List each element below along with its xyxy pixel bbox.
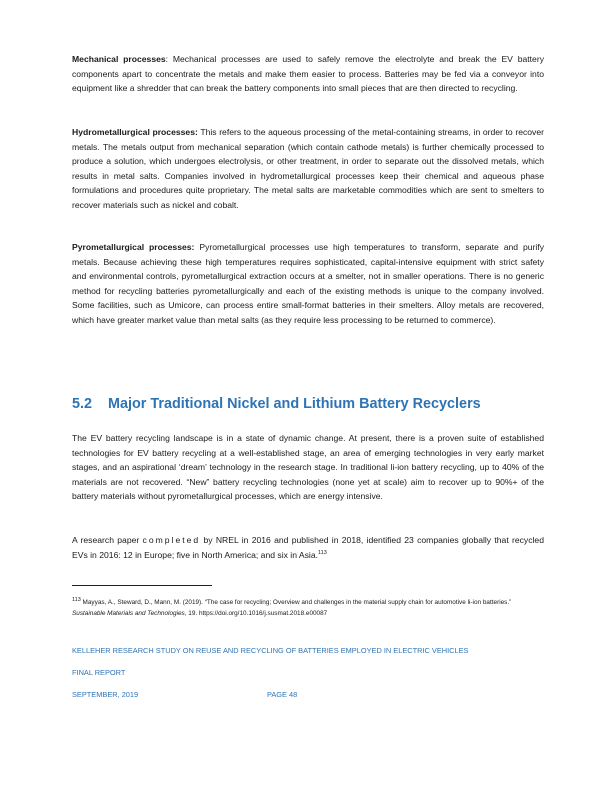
footnote-number: 113 [72, 596, 81, 603]
research-paragraph-lead: A research paper [72, 535, 143, 545]
section-heading [72, 396, 481, 412]
footnote-journal: Sustainable Materials and Technologies [72, 609, 185, 617]
section-title: Major Traditional Nickel and Lithium Battery Recyclers [108, 396, 481, 412]
footnote-divider [72, 585, 212, 586]
hydrometallurgical-processes-text: This refers to the aqueous processing of the metal-containing streams, in order to recover metals. The metals output from mechanical separation (which contain cathode metals) is further chemically processed to produce a solution, which undergoes electrolysis, or other treatment, in order to separate out the dissolved metals, which results in metal salts. Companies involved in hydrometallurgical processes keep their chemical and aqueous phase formulations and procedures quite proprietary. The metal salts are marketable commodities which are sent to smelters to recover materials such as nickel and cobalt. [72, 127, 544, 210]
research-paragraph-body: by NREL in 2016 and published in 2018, identified 23 companies globally that recycled EVs in 2016: 12 in Europe; five in North America; and six in Asia. [72, 535, 544, 560]
section-number: 5.2 [72, 396, 93, 412]
pyrometallurgical-processes-paragraph [72, 240, 544, 327]
landscape-paragraph: The EV battery recycling landscape is in a state of dynamic change. At present, there is a proven suite of established technologies for EV battery recycling at a well-established stage, an area of emerging technologies in very early market stages, and an aspirational ‘dream’ technology in the research stage. In traditional li-ion battery recycling, up to 40% of the materials are not recovered. “New” battery recycling technologies (none yet at scale) aim to recover up to 90%+ of the battery materials without pyrometallurgical processes, which are energy intensive. [72, 433, 544, 501]
footer-study-title: KELLEHER RESEARCH STUDY ON REUSE AND RECYCLING OF BATTERIES EMPLOYED IN ELECTRIC VEHICLES [72, 646, 469, 655]
footer-page-number: PAGE 48 [267, 690, 298, 699]
pyrometallurgical-processes-text: Pyrometallurgical processes use high temperatures to transform, separate and purify metals. Because achieving these high temperatures requires sophisticated, capital-intensive equipment with strict safety and environmental controls, pyrometallurgical extraction occurs at a smelter, not in smaller operations. There is no generic method for recycling batteries pyrometallurgically and each of the existing methods is unique to the company involved. Some facilities, such as Umicore, can process entire small-format batteries in their smelters. Alloy metals are recovered, which have greater market value than metal salts (as they require less processing to be returned to commerce). [72, 242, 544, 325]
footnote-reference[interactable]: 113 [318, 549, 327, 556]
mechanical-processes-paragraph [72, 52, 544, 96]
footnote-citation: Mayyas, A., Steward, D., Mann, M. (2019). “The case for recycling; Overview and challenges in the material supply chain for automotive li-ion batteries.” [80, 599, 512, 606]
hydrometallurgical-processes-paragraph [72, 125, 544, 212]
footer-date: SEPTEMBER, 2019 [72, 690, 139, 699]
pyrometallurgical-processes-label: Pyrometallurgical processes: [72, 242, 195, 252]
mechanical-processes-text: : Mechanical processes are used to safely remove the electrolyte and break the EV battery components apart to concentrate the metals and make them easier to process. Batteries may be fed via a conveyor into equipment like a shredder that can break the battery components into small pieces that are then directed to recycling. [72, 54, 544, 93]
research-paragraph-spaced-word: completed [142, 535, 201, 545]
research-paper-paragraph [72, 533, 544, 562]
footnote [72, 598, 542, 619]
mechanical-processes-label: Mechanical processes [72, 54, 166, 64]
hydrometallurgical-processes-label: Hydrometallurgical processes: [72, 127, 198, 137]
footer-report-type: FINAL REPORT [72, 668, 126, 677]
footnote-doi: , 19. https://doi.org/10.1016/j.susmat.2018.e00087 [184, 609, 328, 617]
